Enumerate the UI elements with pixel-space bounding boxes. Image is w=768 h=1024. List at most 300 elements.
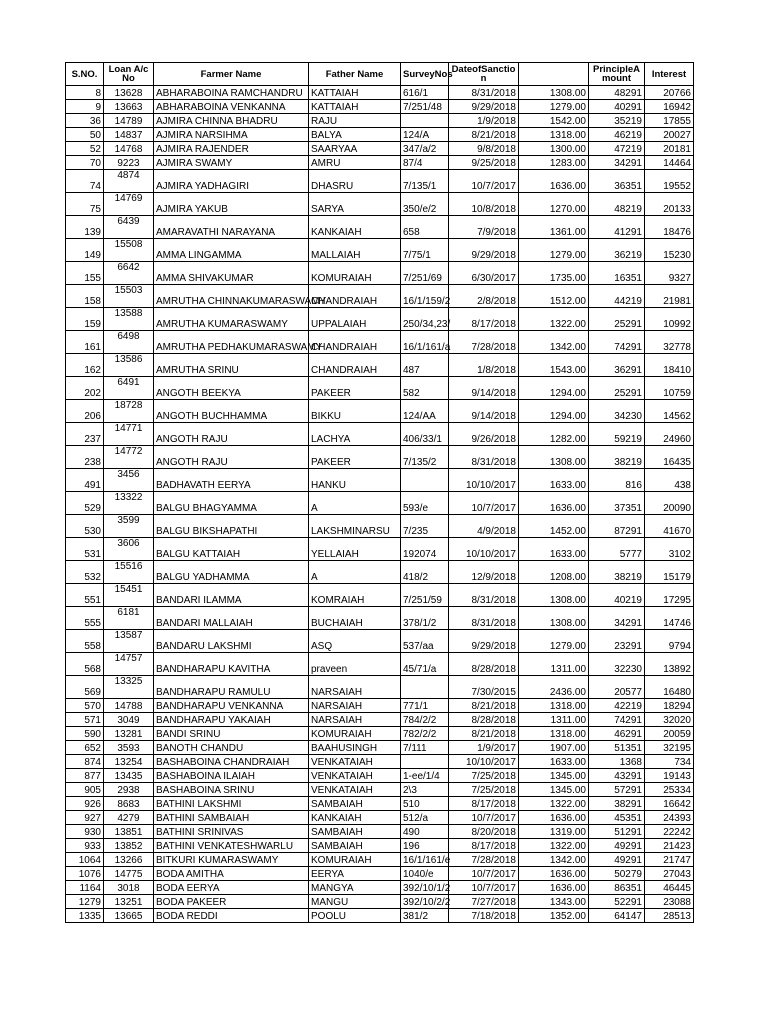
cell-sno: 50 <box>66 128 104 142</box>
header-date-of-sanction: DateofSanction <box>449 63 519 86</box>
table-row <box>66 538 694 561</box>
cell-interest: 41670 <box>645 515 694 538</box>
cell-loan-ac-no: 18728 <box>104 400 154 423</box>
cell-loan-ac-no: 6181 <box>104 607 154 630</box>
cell-farmer-name: BADHAVATH EERYA <box>154 469 309 492</box>
cell-date-of-sanction: 8/31/2018 <box>449 446 519 469</box>
cell-survey-nos: 537/aa <box>401 630 449 653</box>
table-row <box>66 423 694 446</box>
cell-farmer-name: AJMIRA YAKUB <box>154 193 309 216</box>
cell-farmer-name: AMRUTHA CHINNAKUMARASWAMY <box>154 285 309 308</box>
cell-amount: 1542.00 <box>519 114 589 128</box>
cell-date-of-sanction: 10/10/2017 <box>449 755 519 769</box>
cell-date-of-sanction: 1/9/2017 <box>449 741 519 755</box>
cell-loan-ac-no: 14789 <box>104 114 154 128</box>
cell-father-name: NARSAIAH <box>309 713 401 727</box>
cell-interest: 14464 <box>645 156 694 170</box>
cell-interest: 16435 <box>645 446 694 469</box>
table-row <box>66 755 694 769</box>
cell-interest: 18294 <box>645 699 694 713</box>
cell-survey-nos: 16/1/161/a <box>401 331 449 354</box>
cell-loan-ac-no: 13251 <box>104 895 154 909</box>
cell-father-name: KOMURAIAH <box>309 262 401 285</box>
table-row <box>66 331 694 354</box>
cell-interest: 20027 <box>645 128 694 142</box>
cell-interest: 24393 <box>645 811 694 825</box>
cell-father-name: CHANDRAIAH <box>309 354 401 377</box>
cell-father-name: VENKATAIAH <box>309 783 401 797</box>
cell-date-of-sanction: 10/7/2017 <box>449 867 519 881</box>
cell-farmer-name: BANDHARAPU KAVITHA <box>154 653 309 676</box>
cell-farmer-name: BASHABOINA ILAIAH <box>154 769 309 783</box>
table-row <box>66 867 694 881</box>
cell-survey-nos: 87/4 <box>401 156 449 170</box>
cell-loan-ac-no: 2938 <box>104 783 154 797</box>
cell-survey-nos: 7/75/1 <box>401 239 449 262</box>
cell-interest: 32195 <box>645 741 694 755</box>
cell-amount: 1308.00 <box>519 607 589 630</box>
cell-loan-ac-no: 13852 <box>104 839 154 853</box>
cell-amount: 1283.00 <box>519 156 589 170</box>
table-row <box>66 584 694 607</box>
cell-sno: 237 <box>66 423 104 446</box>
cell-survey-nos: 1-ee/1/4 <box>401 769 449 783</box>
cell-father-name: NARSAIAH <box>309 676 401 699</box>
cell-principle-amount: 25291 <box>589 377 645 400</box>
cell-survey-nos: 7/251/69 <box>401 262 449 285</box>
cell-date-of-sanction: 6/30/2017 <box>449 262 519 285</box>
cell-survey-nos: 7/251/59 <box>401 584 449 607</box>
table-row <box>66 561 694 584</box>
cell-father-name: A <box>309 561 401 584</box>
cell-father-name: PAKEER <box>309 377 401 400</box>
header-row <box>66 63 694 86</box>
cell-date-of-sanction: 9/14/2018 <box>449 400 519 423</box>
cell-amount: 1345.00 <box>519 769 589 783</box>
cell-survey-nos: 616/1 <box>401 86 449 100</box>
cell-sno: 569 <box>66 676 104 699</box>
cell-farmer-name: BALGU KATTAIAH <box>154 538 309 561</box>
cell-amount: 1322.00 <box>519 839 589 853</box>
cell-sno: 905 <box>66 783 104 797</box>
cell-principle-amount: 32230 <box>589 653 645 676</box>
cell-father-name: BIKKU <box>309 400 401 423</box>
cell-father-name: KOMURAIAH <box>309 853 401 867</box>
header-farmer-name: Farmer Name <box>154 63 309 86</box>
cell-sno: 652 <box>66 741 104 755</box>
cell-principle-amount: 49291 <box>589 839 645 853</box>
cell-principle-amount: 34291 <box>589 156 645 170</box>
table-row <box>66 446 694 469</box>
loan-table <box>65 62 694 923</box>
cell-loan-ac-no: 15451 <box>104 584 154 607</box>
cell-principle-amount: 44219 <box>589 285 645 308</box>
cell-survey-nos: 418/2 <box>401 561 449 584</box>
cell-farmer-name: AMRUTHA PEDHAKUMARASWAMY <box>154 331 309 354</box>
cell-date-of-sanction: 9/8/2018 <box>449 142 519 156</box>
cell-loan-ac-no: 15508 <box>104 239 154 262</box>
cell-survey-nos <box>401 114 449 128</box>
cell-survey-nos: 196 <box>401 839 449 853</box>
cell-loan-ac-no: 13588 <box>104 308 154 331</box>
cell-farmer-name: AMRUTHA KUMARASWAMY <box>154 308 309 331</box>
cell-father-name: SAARYAA <box>309 142 401 156</box>
cell-survey-nos: 7/135/2 <box>401 446 449 469</box>
table-row <box>66 156 694 170</box>
cell-survey-nos: 250/34,23/ <box>401 308 449 331</box>
cell-principle-amount: 46219 <box>589 128 645 142</box>
cell-farmer-name: AMRUTHA SRINU <box>154 354 309 377</box>
cell-loan-ac-no: 6439 <box>104 216 154 239</box>
cell-amount: 1636.00 <box>519 170 589 193</box>
cell-loan-ac-no: 13322 <box>104 492 154 515</box>
cell-sno: 570 <box>66 699 104 713</box>
table-row <box>66 607 694 630</box>
cell-father-name: A <box>309 492 401 515</box>
cell-sno: 551 <box>66 584 104 607</box>
cell-farmer-name: AMARAVATHI NARAYANA <box>154 216 309 239</box>
cell-interest: 10759 <box>645 377 694 400</box>
cell-sno: 930 <box>66 825 104 839</box>
table-row <box>66 769 694 783</box>
cell-principle-amount: 5777 <box>589 538 645 561</box>
cell-principle-amount: 36291 <box>589 354 645 377</box>
table-row <box>66 881 694 895</box>
cell-loan-ac-no: 6498 <box>104 331 154 354</box>
cell-date-of-sanction: 8/17/2018 <box>449 839 519 853</box>
cell-date-of-sanction: 9/29/2018 <box>449 100 519 114</box>
cell-farmer-name: ABHARABOINA RAMCHANDRU <box>154 86 309 100</box>
cell-date-of-sanction: 8/17/2018 <box>449 797 519 811</box>
table-row <box>66 193 694 216</box>
cell-sno: 70 <box>66 156 104 170</box>
cell-father-name: SAMBAIAH <box>309 839 401 853</box>
cell-sno: 927 <box>66 811 104 825</box>
cell-amount: 1352.00 <box>519 909 589 923</box>
cell-farmer-name: BATHINI SAMBAIAH <box>154 811 309 825</box>
cell-survey-nos: 7/135/1 <box>401 170 449 193</box>
cell-loan-ac-no: 14837 <box>104 128 154 142</box>
table-row <box>66 354 694 377</box>
cell-farmer-name: BANDARI MALLAIAH <box>154 607 309 630</box>
cell-farmer-name: BASHABOINA CHANDRAIAH <box>154 755 309 769</box>
cell-date-of-sanction: 10/7/2017 <box>449 492 519 515</box>
cell-farmer-name: BANDHARAPU YAKAIAH <box>154 713 309 727</box>
cell-father-name: SAMBAIAH <box>309 797 401 811</box>
cell-interest: 15230 <box>645 239 694 262</box>
cell-farmer-name: BATHINI LAKSHMI <box>154 797 309 811</box>
cell-amount: 1279.00 <box>519 630 589 653</box>
cell-date-of-sanction: 1/8/2018 <box>449 354 519 377</box>
cell-survey-nos: 2\3 <box>401 783 449 797</box>
cell-date-of-sanction: 10/7/2017 <box>449 811 519 825</box>
cell-loan-ac-no: 13628 <box>104 86 154 100</box>
cell-amount: 1633.00 <box>519 755 589 769</box>
cell-survey-nos: 381/2 <box>401 909 449 923</box>
cell-sno: 139 <box>66 216 104 239</box>
cell-amount: 1208.00 <box>519 561 589 584</box>
cell-father-name: CHANDRAIAH <box>309 331 401 354</box>
table-row <box>66 853 694 867</box>
cell-principle-amount: 49291 <box>589 853 645 867</box>
cell-farmer-name: AMMA LINGAMMA <box>154 239 309 262</box>
cell-amount: 1308.00 <box>519 446 589 469</box>
cell-date-of-sanction: 9/26/2018 <box>449 423 519 446</box>
cell-amount: 1318.00 <box>519 699 589 713</box>
cell-survey-nos: 784/2/2 <box>401 713 449 727</box>
cell-amount: 1452.00 <box>519 515 589 538</box>
cell-sno: 1076 <box>66 867 104 881</box>
cell-loan-ac-no: 13587 <box>104 630 154 653</box>
cell-principle-amount: 46291 <box>589 727 645 741</box>
table-row <box>66 400 694 423</box>
cell-date-of-sanction: 9/29/2018 <box>449 239 519 262</box>
cell-date-of-sanction: 8/31/2018 <box>449 607 519 630</box>
cell-survey-nos: 1040/e <box>401 867 449 881</box>
table-row <box>66 492 694 515</box>
cell-principle-amount: 16351 <box>589 262 645 285</box>
cell-interest: 21423 <box>645 839 694 853</box>
cell-farmer-name: AMMA SHIVAKUMAR <box>154 262 309 285</box>
cell-farmer-name: BALGU BIKSHAPATHI <box>154 515 309 538</box>
cell-amount: 1636.00 <box>519 867 589 881</box>
cell-amount: 1343.00 <box>519 895 589 909</box>
table-body <box>66 86 694 923</box>
cell-interest: 14562 <box>645 400 694 423</box>
cell-interest: 16942 <box>645 100 694 114</box>
cell-sno: 158 <box>66 285 104 308</box>
cell-survey-nos <box>401 755 449 769</box>
cell-loan-ac-no: 14768 <box>104 142 154 156</box>
cell-loan-ac-no: 14757 <box>104 653 154 676</box>
cell-amount: 1322.00 <box>519 308 589 331</box>
cell-interest: 46445 <box>645 881 694 895</box>
cell-sno: 149 <box>66 239 104 262</box>
cell-interest: 20766 <box>645 86 694 100</box>
cell-father-name: KANKAIAH <box>309 811 401 825</box>
cell-interest: 28513 <box>645 909 694 923</box>
cell-farmer-name: BALGU BHAGYAMMA <box>154 492 309 515</box>
cell-amount: 1319.00 <box>519 825 589 839</box>
table-row <box>66 713 694 727</box>
cell-amount: 1279.00 <box>519 100 589 114</box>
table-row <box>66 216 694 239</box>
cell-loan-ac-no: 13663 <box>104 100 154 114</box>
cell-date-of-sanction: 10/10/2017 <box>449 538 519 561</box>
cell-sno: 555 <box>66 607 104 630</box>
table-row <box>66 239 694 262</box>
cell-farmer-name: BODA REDDI <box>154 909 309 923</box>
cell-date-of-sanction: 10/7/2017 <box>449 170 519 193</box>
cell-principle-amount: 20577 <box>589 676 645 699</box>
cell-interest: 16480 <box>645 676 694 699</box>
cell-father-name: HANKU <box>309 469 401 492</box>
table-row <box>66 114 694 128</box>
cell-survey-nos: 593/e <box>401 492 449 515</box>
cell-date-of-sanction: 8/20/2018 <box>449 825 519 839</box>
cell-date-of-sanction: 8/31/2018 <box>449 584 519 607</box>
cell-amount: 1543.00 <box>519 354 589 377</box>
cell-father-name: AMRU <box>309 156 401 170</box>
cell-principle-amount: 34291 <box>589 607 645 630</box>
cell-principle-amount: 34230 <box>589 400 645 423</box>
cell-farmer-name: BANDHARAPU RAMULU <box>154 676 309 699</box>
cell-farmer-name: BATHINI VENKATESHWARLU <box>154 839 309 853</box>
cell-sno: 933 <box>66 839 104 853</box>
cell-sno: 52 <box>66 142 104 156</box>
cell-father-name: SARYA <box>309 193 401 216</box>
cell-loan-ac-no: 13665 <box>104 909 154 923</box>
header-father-name: Father Name <box>309 63 401 86</box>
cell-farmer-name: BODA AMITHA <box>154 867 309 881</box>
cell-loan-ac-no: 3593 <box>104 741 154 755</box>
cell-principle-amount: 36219 <box>589 239 645 262</box>
table-row <box>66 727 694 741</box>
cell-amount: 1735.00 <box>519 262 589 285</box>
cell-interest: 17855 <box>645 114 694 128</box>
cell-father-name: PAKEER <box>309 446 401 469</box>
cell-interest: 21981 <box>645 285 694 308</box>
cell-survey-nos: 490 <box>401 825 449 839</box>
cell-father-name: praveen <box>309 653 401 676</box>
table-row <box>66 825 694 839</box>
cell-principle-amount: 47219 <box>589 142 645 156</box>
cell-interest: 9327 <box>645 262 694 285</box>
table-row <box>66 170 694 193</box>
cell-survey-nos: 7/111 <box>401 741 449 755</box>
cell-principle-amount: 43291 <box>589 769 645 783</box>
cell-amount: 1294.00 <box>519 377 589 400</box>
cell-principle-amount: 37351 <box>589 492 645 515</box>
table-row <box>66 142 694 156</box>
cell-father-name: MANGU <box>309 895 401 909</box>
cell-loan-ac-no: 13435 <box>104 769 154 783</box>
cell-loan-ac-no: 14769 <box>104 193 154 216</box>
cell-survey-nos: 582 <box>401 377 449 400</box>
cell-interest: 14746 <box>645 607 694 630</box>
cell-principle-amount: 42219 <box>589 699 645 713</box>
cell-date-of-sanction: 12/9/2018 <box>449 561 519 584</box>
cell-amount: 1279.00 <box>519 239 589 262</box>
cell-sno: 1335 <box>66 909 104 923</box>
cell-sno: 529 <box>66 492 104 515</box>
cell-principle-amount: 48291 <box>589 86 645 100</box>
cell-principle-amount: 52291 <box>589 895 645 909</box>
cell-father-name: ASQ <box>309 630 401 653</box>
cell-farmer-name: BANDI SRINU <box>154 727 309 741</box>
cell-date-of-sanction: 9/14/2018 <box>449 377 519 400</box>
cell-survey-nos: 510 <box>401 797 449 811</box>
cell-amount: 1636.00 <box>519 881 589 895</box>
cell-survey-nos: 16/1/159/2 <box>401 285 449 308</box>
cell-date-of-sanction: 8/31/2018 <box>449 86 519 100</box>
cell-father-name: KANKAIAH <box>309 216 401 239</box>
table-row <box>66 262 694 285</box>
cell-interest: 32020 <box>645 713 694 727</box>
cell-survey-nos: 124/A <box>401 128 449 142</box>
cell-date-of-sanction: 7/28/2018 <box>449 331 519 354</box>
cell-sno: 155 <box>66 262 104 285</box>
cell-sno: 531 <box>66 538 104 561</box>
cell-sno: 8 <box>66 86 104 100</box>
cell-amount: 1512.00 <box>519 285 589 308</box>
cell-sno: 874 <box>66 755 104 769</box>
cell-loan-ac-no: 13266 <box>104 853 154 867</box>
cell-survey-nos: 658 <box>401 216 449 239</box>
cell-amount: 1633.00 <box>519 469 589 492</box>
table-row <box>66 630 694 653</box>
cell-father-name: MANGYA <box>309 881 401 895</box>
cell-survey-nos: 347/a/2 <box>401 142 449 156</box>
cell-amount: 1361.00 <box>519 216 589 239</box>
cell-interest: 20059 <box>645 727 694 741</box>
cell-amount: 1907.00 <box>519 741 589 755</box>
cell-interest: 20090 <box>645 492 694 515</box>
cell-date-of-sanction: 8/28/2018 <box>449 653 519 676</box>
cell-principle-amount: 59219 <box>589 423 645 446</box>
cell-interest: 438 <box>645 469 694 492</box>
cell-principle-amount: 74291 <box>589 713 645 727</box>
cell-principle-amount: 23291 <box>589 630 645 653</box>
cell-amount: 1636.00 <box>519 811 589 825</box>
cell-interest: 32778 <box>645 331 694 354</box>
table-row <box>66 653 694 676</box>
cell-interest: 18410 <box>645 354 694 377</box>
cell-date-of-sanction: 7/27/2018 <box>449 895 519 909</box>
cell-date-of-sanction: 9/25/2018 <box>449 156 519 170</box>
cell-interest: 17295 <box>645 584 694 607</box>
table-row <box>66 100 694 114</box>
cell-sno: 532 <box>66 561 104 584</box>
cell-amount: 1318.00 <box>519 128 589 142</box>
table-row <box>66 783 694 797</box>
cell-date-of-sanction: 8/21/2018 <box>449 128 519 142</box>
cell-sno: 491 <box>66 469 104 492</box>
cell-father-name: KATTAIAH <box>309 100 401 114</box>
table-row <box>66 515 694 538</box>
cell-sno: 1064 <box>66 853 104 867</box>
table-row <box>66 699 694 713</box>
cell-loan-ac-no: 3049 <box>104 713 154 727</box>
cell-sno: 36 <box>66 114 104 128</box>
cell-farmer-name: BANDARU LAKSHMI <box>154 630 309 653</box>
cell-survey-nos: 782/2/2 <box>401 727 449 741</box>
cell-survey-nos: 392/10/1/2 <box>401 881 449 895</box>
cell-date-of-sanction: 7/28/2018 <box>449 853 519 867</box>
table-row <box>66 811 694 825</box>
cell-amount: 1342.00 <box>519 331 589 354</box>
cell-father-name: VENKATAIAH <box>309 769 401 783</box>
cell-farmer-name: BODA EERYA <box>154 881 309 895</box>
cell-interest: 13892 <box>645 653 694 676</box>
table-row <box>66 469 694 492</box>
cell-date-of-sanction: 8/17/2018 <box>449 308 519 331</box>
cell-sno: 202 <box>66 377 104 400</box>
cell-loan-ac-no: 13851 <box>104 825 154 839</box>
cell-interest: 24960 <box>645 423 694 446</box>
cell-principle-amount: 816 <box>589 469 645 492</box>
cell-father-name: MALLAIAH <box>309 239 401 262</box>
cell-loan-ac-no: 8683 <box>104 797 154 811</box>
table-row <box>66 285 694 308</box>
cell-farmer-name: ANGOTH RAJU <box>154 446 309 469</box>
cell-survey-nos: 406/33/1 <box>401 423 449 446</box>
cell-loan-ac-no: 14771 <box>104 423 154 446</box>
cell-father-name: BAAHUSINGH <box>309 741 401 755</box>
cell-loan-ac-no: 14788 <box>104 699 154 713</box>
cell-survey-nos: 192074 <box>401 538 449 561</box>
cell-father-name: VENKATAIAH <box>309 755 401 769</box>
